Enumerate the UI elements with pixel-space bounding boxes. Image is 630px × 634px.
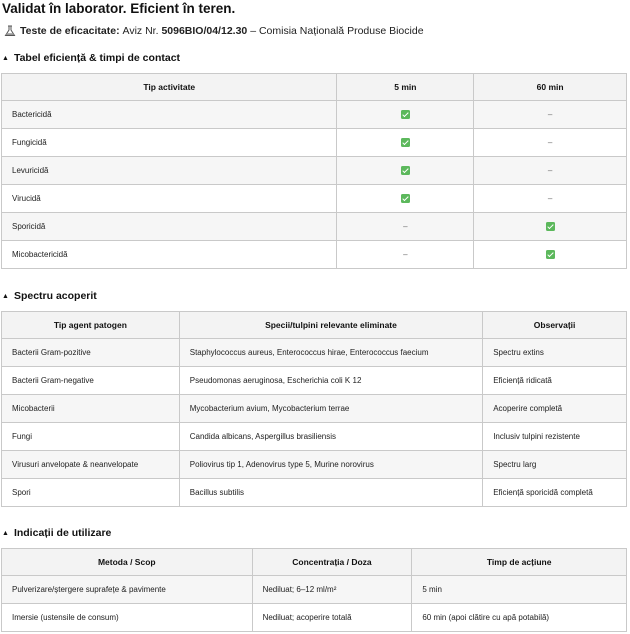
- column-header: Tip agent patogen: [2, 312, 180, 339]
- table-cell: Nediluat; 6–12 ml/m²: [252, 576, 412, 604]
- triangle-up-icon: ▲: [2, 292, 9, 300]
- table-cell: Imersie (ustensile de consum): [2, 604, 253, 632]
- column-header: Timp de acțiune: [412, 549, 627, 576]
- table-cell: Nediluat; acoperire totală: [252, 604, 412, 632]
- spectrum-table: [1, 311, 627, 507]
- checkmark-icon: [546, 250, 555, 259]
- activity-cell: Micobactericidă: [2, 241, 337, 269]
- table-row: [2, 423, 627, 451]
- table-cell: 60 min (apoi clătire cu apă potabilă): [412, 604, 627, 632]
- table-row: [2, 395, 627, 423]
- min5-cell: [337, 213, 474, 241]
- table-cell: Spori: [2, 479, 180, 507]
- activity-cell: Levuricidă: [2, 157, 337, 185]
- min5-cell: [337, 241, 474, 269]
- table-cell: Eficiență ridicată: [483, 367, 627, 395]
- table-row: [2, 451, 627, 479]
- efficacy-table: [1, 73, 627, 269]
- table-cell: Pulverizare/ștergere suprafețe & pavimente: [2, 576, 253, 604]
- certification-line: [4, 25, 424, 37]
- min60-cell: [474, 129, 627, 157]
- min5-cell: [337, 185, 474, 213]
- dash: –: [547, 110, 553, 119]
- column-header: Specii/tulpini relevante eliminate: [179, 312, 482, 339]
- certification-number: 5096BIO/04/12.30: [161, 25, 248, 37]
- table-cell: Staphylococcus aureus, Enterococcus hirae, Enterococcus faecium: [179, 339, 482, 367]
- dash: –: [547, 194, 553, 203]
- table-cell: Acoperire completă: [483, 395, 627, 423]
- activity-cell: Sporicidă: [2, 213, 337, 241]
- min60-cell: [474, 185, 627, 213]
- checkmark-icon: [401, 138, 410, 147]
- column-header: 5 min: [337, 74, 474, 101]
- dash: –: [547, 138, 553, 147]
- checkmark-icon: [401, 166, 410, 175]
- table-row: [2, 241, 627, 269]
- table-cell: Poliovirus tip 1, Adenovirus type 5, Murine norovirus: [179, 451, 482, 479]
- table-cell: Inclusiv tulpini rezistente: [483, 423, 627, 451]
- triangle-up-icon: ▲: [2, 54, 9, 62]
- usage-header-row: [2, 549, 627, 576]
- min60-cell: [474, 157, 627, 185]
- checkmark-icon: [401, 194, 410, 203]
- flask-icon: [4, 25, 16, 37]
- section-spectrum-title: Spectru acoperit: [13, 290, 97, 302]
- table-cell: Spectru extins: [483, 339, 627, 367]
- section-usage-toggle[interactable]: [2, 527, 111, 539]
- min60-cell: [474, 241, 627, 269]
- certification-suffix: – Comisia Națională Produse Biocide: [250, 25, 424, 37]
- table-cell: Micobacterii: [2, 395, 180, 423]
- min5-cell: [337, 101, 474, 129]
- table-row: [2, 213, 627, 241]
- dash: –: [403, 250, 408, 259]
- table-cell: Bacterii Gram-negative: [2, 367, 180, 395]
- table-row: [2, 157, 627, 185]
- table-row: [2, 367, 627, 395]
- usage-table: [1, 548, 627, 632]
- table-cell: Pseudomonas aeruginosa, Escherichia coli K 12: [179, 367, 482, 395]
- table-cell: Virusuri anvelopate & neanvelopate: [2, 451, 180, 479]
- table-row: [2, 479, 627, 507]
- checkmark-icon: [401, 110, 410, 119]
- min60-cell: [474, 213, 627, 241]
- section-usage-title: Indicații de utilizare: [13, 527, 112, 539]
- activity-cell: Bactericidă: [2, 101, 337, 129]
- min5-cell: [337, 157, 474, 185]
- table-cell: Bacillus subtilis: [179, 479, 482, 507]
- section-spectrum-toggle[interactable]: [2, 290, 97, 302]
- table-row: [2, 101, 627, 129]
- certification-label: Teste de eficacitate:: [20, 25, 120, 37]
- table-row: [2, 129, 627, 157]
- table-row: [2, 576, 627, 604]
- activity-cell: Fungicidă: [2, 129, 337, 157]
- dash: –: [547, 166, 553, 175]
- table-row: [2, 185, 627, 213]
- column-header: Observații: [483, 312, 627, 339]
- column-header: Concentrația / Doza: [252, 549, 412, 576]
- page-headline: Validat în laborator. Eficient în teren.: [2, 1, 236, 16]
- section-efficacy-title: Tabel eficiență & timpi de contact: [13, 52, 181, 64]
- table-cell: Fungi: [2, 423, 180, 451]
- dash: –: [403, 222, 408, 231]
- checkmark-icon: [546, 222, 555, 231]
- table-cell: Eficiență sporicidă completă: [483, 479, 627, 507]
- certification-prefix: Aviz Nr.: [122, 25, 159, 37]
- column-header: 60 min: [474, 74, 627, 101]
- table-row: [2, 339, 627, 367]
- column-header: Tip activitate: [2, 74, 337, 101]
- efficacy-header-row: [2, 74, 627, 101]
- triangle-up-icon: ▲: [2, 529, 9, 537]
- table-cell: 5 min: [412, 576, 627, 604]
- table-cell: Bacterii Gram-pozitive: [2, 339, 180, 367]
- section-efficacy-toggle[interactable]: [2, 52, 180, 64]
- table-row: [2, 604, 627, 632]
- table-cell: Mycobacterium avium, Mycobacterium terrae: [179, 395, 482, 423]
- table-cell: Candida albicans, Aspergillus brasiliensis: [179, 423, 482, 451]
- table-cell: Spectru larg: [483, 451, 627, 479]
- min5-cell: [337, 129, 474, 157]
- spectrum-header-row: [2, 312, 627, 339]
- min60-cell: [474, 101, 627, 129]
- activity-cell: Virucidă: [2, 185, 337, 213]
- column-header: Metoda / Scop: [2, 549, 253, 576]
